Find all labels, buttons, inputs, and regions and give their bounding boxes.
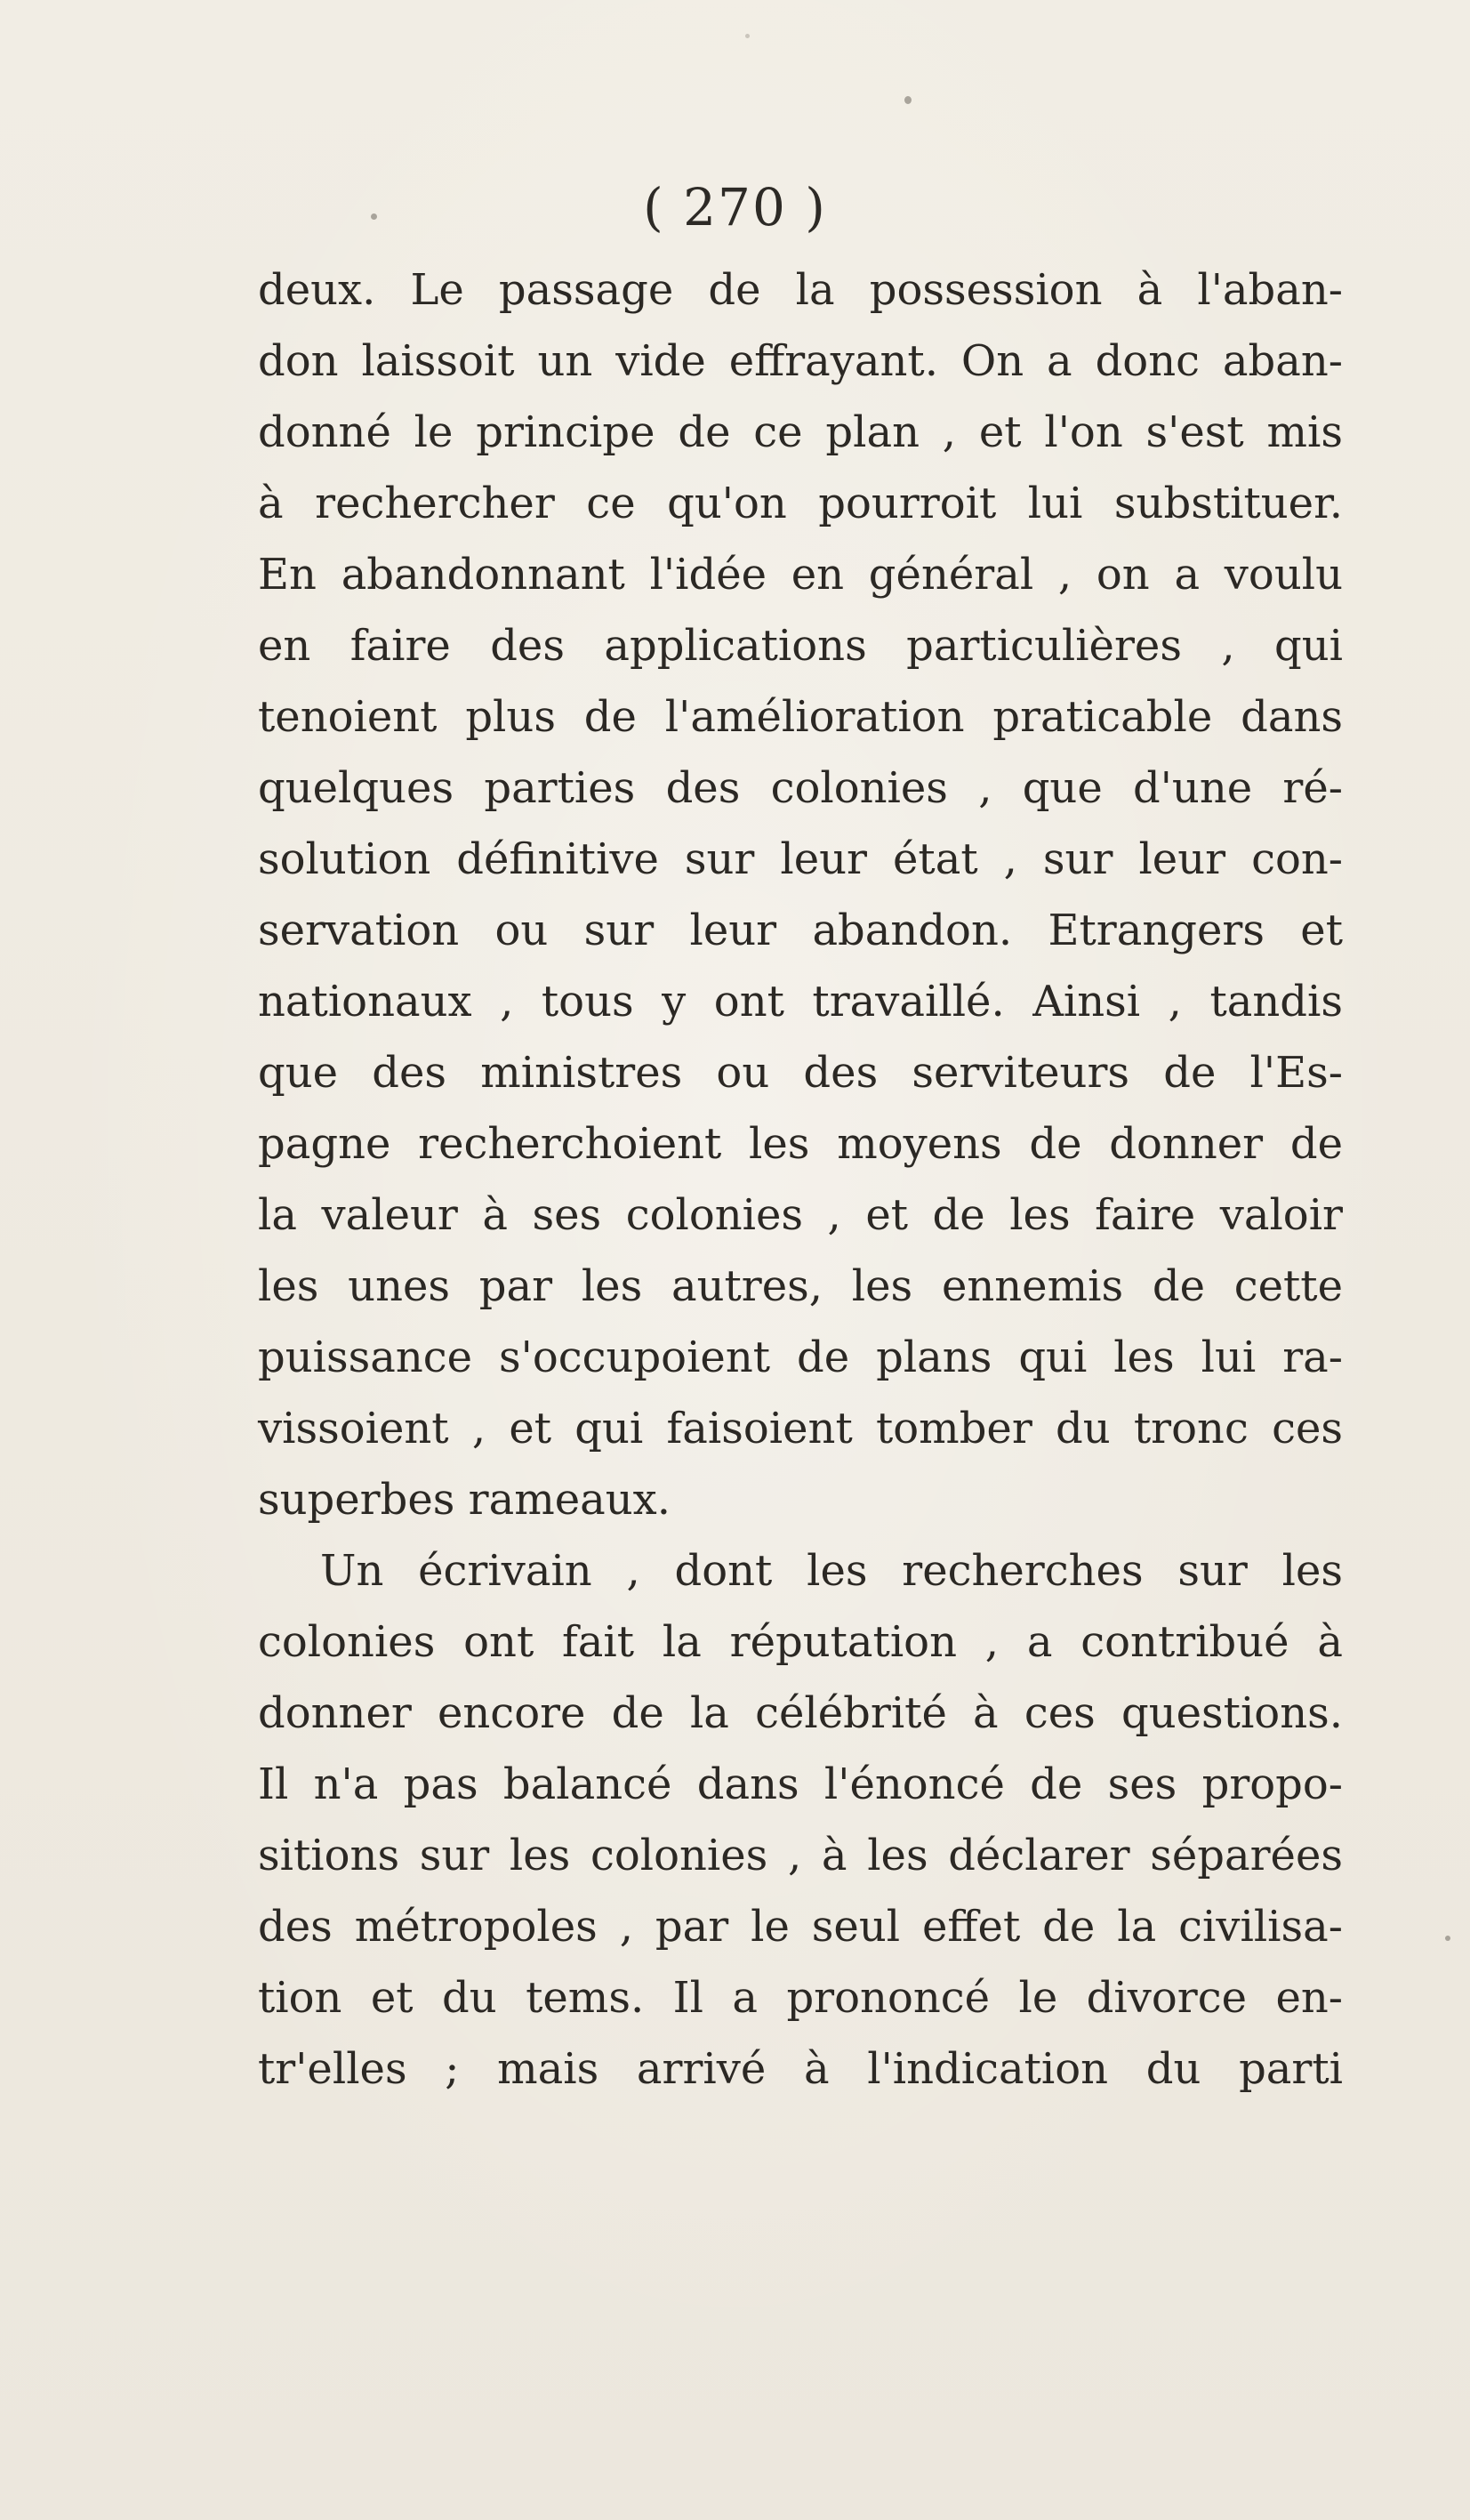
text-line: puissance s'occupoient de plans qui les lui ra- [258,1332,1343,1382]
ink-speck [904,96,912,104]
ink-speck [1445,1936,1450,1941]
text-line: des métropoles , par le seul effet de la civilisa- [258,1902,1343,1952]
paragraph-start-line: Un écrivain , dont les recherches sur les [320,1546,1343,1596]
text-line: En abandonnant l'idée en général , on a voulu [258,550,1343,600]
text-line: Il n'a pas balancé dans l'énoncé de ses propo- [258,1759,1343,1809]
text-line: tenoient plus de l'amélioration praticable dans [258,692,1343,742]
page-number: ( 270 ) [643,177,827,238]
body-text [258,254,1343,2105]
text-line: donner encore de la célébrité à ces questions. [258,1688,1343,1738]
text-line: les unes par les autres, les ennemis de cette [258,1261,1343,1311]
text-line: en faire des applications particulières , qui [258,621,1343,671]
text-line: nationaux , tous y ont travaillé. Ainsi , tandis [258,977,1343,1027]
ink-speck [745,34,750,38]
text-line: servation ou sur leur abandon. Etrangers et [258,906,1343,955]
text-line: à rechercher ce qu'on pourroit lui substituer. [258,479,1343,528]
text-line: vissoient , et qui faisoient tomber du tronc ces [258,1404,1343,1453]
paragraph-end-line: superbes rameaux. [258,1475,671,1525]
text-line: que des ministres ou des serviteurs de l'Es- [258,1048,1343,1098]
text-line: pagne recherchoient les moyens de donner de [258,1119,1343,1169]
text-line: don laissoit un vide effrayant. On a donc aban- [258,336,1343,386]
text-line: solution définitive sur leur état , sur leur con- [258,834,1343,884]
text-line: colonies ont fait la réputation , a contribué à [258,1617,1343,1667]
text-line: deux. Le passage de la possession à l'aban- [258,265,1343,315]
text-line: tion et du tems. Il a prononcé le divorce en- [258,1973,1343,2023]
text-line: tr'elles ; mais arrivé à l'indication du parti [258,2044,1343,2094]
text-line: quelques parties des colonies , que d'une ré- [258,763,1343,813]
text-line: la valeur à ses colonies , et de les faire valoir [258,1190,1343,1240]
text-line: donné le principe de ce plan , et l'on s'est mis [258,407,1343,457]
text-line: sitions sur les colonies , à les déclarer séparées [258,1831,1343,1880]
